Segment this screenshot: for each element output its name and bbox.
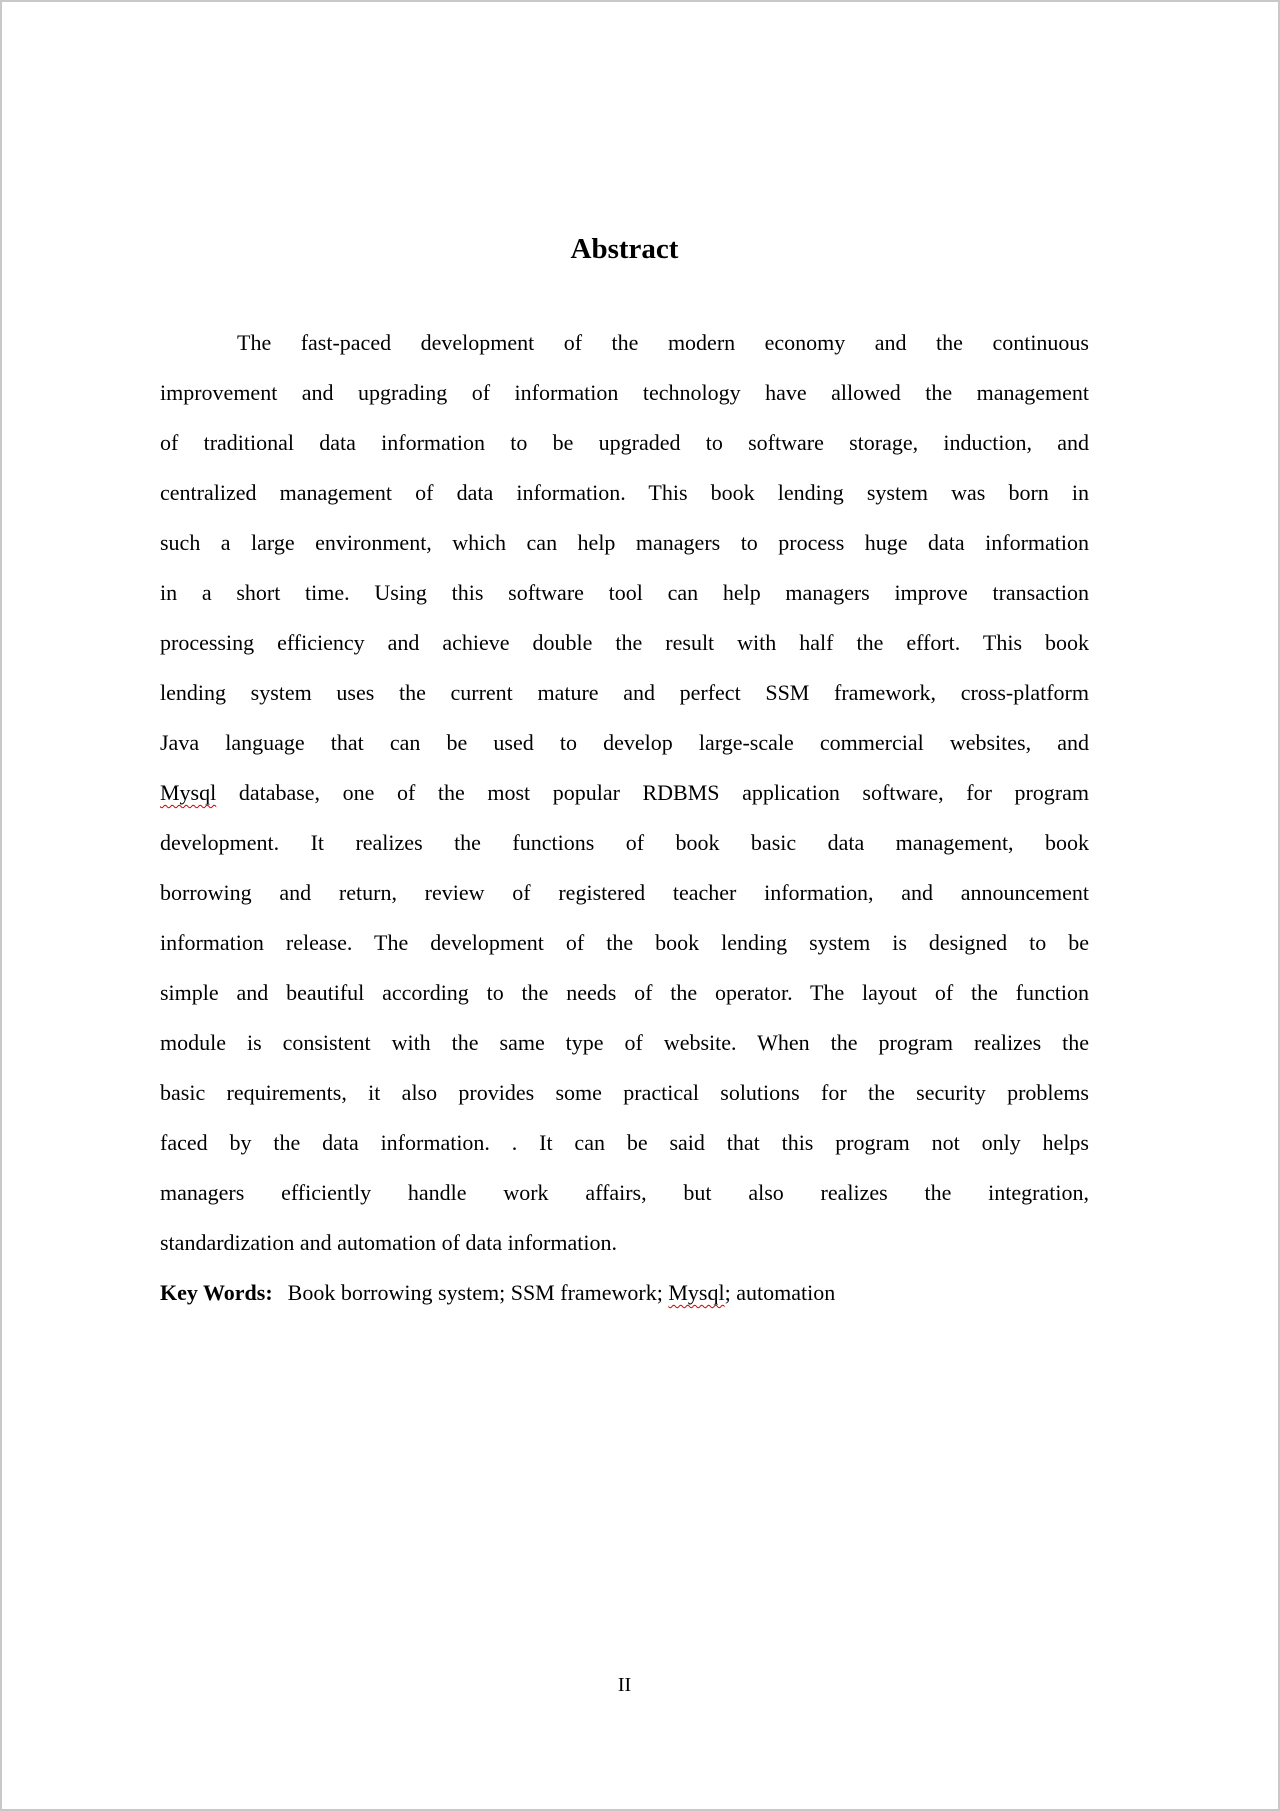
page-number: II [617,1674,632,1696]
paragraph-line: lending system uses the current mature and perfect SSM framework, cross-platform [160,680,1089,705]
misspelled-word: Mysql [160,780,217,805]
paragraph-line: of traditional data information to be upgraded to software storage, induction, and [160,430,1089,455]
paragraph-line: The fast-paced development of the modern economy and the continuous [237,330,1089,355]
abstract-paragraph [160,318,1089,1268]
paragraph-line: processing efficiency and achieve double the result with half the effort. This book [160,630,1089,655]
keywords-line [160,1268,1089,1318]
paragraph-line: standardization and automation of data information. [160,1230,617,1255]
paragraph-line: development. It realizes the functions of book basic data management, book [160,830,1089,855]
paragraph-line: in a short time. Using this software tool can help managers improve transaction [160,580,1089,605]
paragraph-line: improvement and upgrading of information technology have allowed the management [160,380,1089,405]
paragraph-line: information release. The development of the book lending system is designed to be [160,930,1089,955]
misspelled-word: Mysql [668,1280,725,1305]
paragraph-line: faced by the data information. . It can be said that this program not only helps [160,1130,1089,1155]
paragraph-line: simple and beautiful according to the needs of the operator. The layout of the function [160,980,1089,1005]
paragraph-line: borrowing and return, review of registered teacher information, and announcement [160,880,1089,905]
paragraph-line: centralized management of data information. This book lending system was born in [160,480,1089,505]
abstract-title: Abstract [570,233,679,265]
keywords-label: Key Words: [160,1280,273,1305]
paragraph-line: Java language that can be used to develop large-scale commercial websites, and [160,730,1089,755]
paragraph-line: such a large environment, which can help managers to process huge data information [160,530,1089,555]
paragraph-line: Mysql database, one of the most popular RDBMS application software, for program [160,780,1089,805]
paragraph-line: managers efficiently handle work affairs, but also realizes the integration, [160,1180,1089,1205]
paragraph-line: module is consistent with the same type of website. When the program realizes the [160,1030,1089,1055]
paragraph-line: basic requirements, it also provides some practical solutions for the security problems [160,1080,1089,1105]
keywords-text: Book borrowing system; SSM framework; Mysql; automation [287,1280,836,1305]
